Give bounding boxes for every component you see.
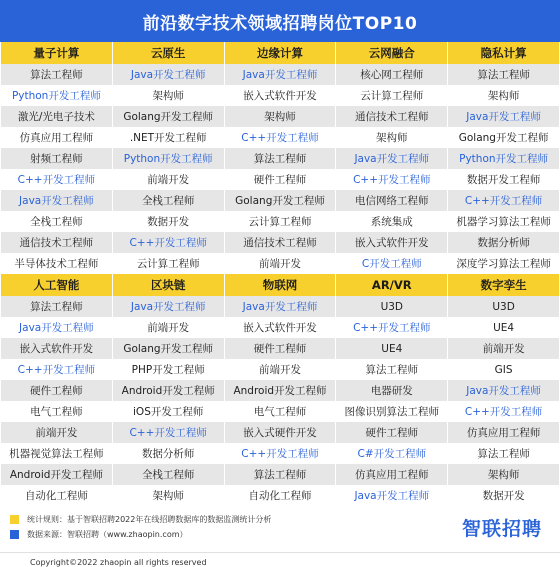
table-row [1, 443, 559, 464]
table-row [1, 359, 559, 380]
table-cell: 前端开发 [1, 422, 112, 443]
table-cell: 通信技术工程师 [1, 232, 112, 253]
table-cell: Python开发工程师 [1, 85, 112, 106]
table-cell: 机器学习算法工程师 [448, 211, 559, 232]
table-cell: 架构师 [448, 85, 559, 106]
table-cell: Android开发工程师 [225, 380, 336, 401]
table-cell: Java开发工程师 [225, 296, 336, 317]
table-row [1, 422, 559, 443]
table-cell: Java开发工程师 [1, 317, 112, 338]
table-cell: 算法工程师 [225, 464, 336, 485]
table-cell: 算法工程师 [225, 148, 336, 169]
table-cell: 数据分析师 [113, 443, 224, 464]
table-row [1, 296, 559, 317]
table-cell: Java开发工程师 [448, 380, 559, 401]
table-cell: 硬件工程师 [225, 338, 336, 359]
table-cell: C开发工程师 [336, 253, 447, 274]
notes-area [0, 506, 560, 550]
table-cell: 算法工程师 [448, 443, 559, 464]
table-cell: iOS开发工程师 [113, 401, 224, 422]
column-header: 物联网 [225, 274, 336, 296]
table-cell: 电气工程师 [225, 401, 336, 422]
table-cell: C++开发工程师 [336, 169, 447, 190]
table-cell: U3D [336, 296, 447, 317]
table-cell: 算法工程师 [1, 296, 112, 317]
table-cell: C++开发工程师 [1, 169, 112, 190]
table-cell: C++开发工程师 [448, 401, 559, 422]
table-cell: U3D [448, 296, 559, 317]
table-cell: 算法工程师 [1, 64, 112, 85]
table-cell: 前端开发 [448, 338, 559, 359]
column-header: 边缘计算 [225, 42, 336, 64]
table-cell: 电气工程师 [1, 401, 112, 422]
table-cell: 架构师 [225, 106, 336, 127]
table-cell: 数据开发 [113, 211, 224, 232]
column-header: 区块链 [113, 274, 224, 296]
table-cell: 云计算工程师 [225, 211, 336, 232]
table-cell: 前端开发 [113, 169, 224, 190]
table-cell: GIS [448, 359, 559, 380]
table-cell: C++开发工程师 [336, 317, 447, 338]
table-cell: C++开发工程师 [113, 232, 224, 253]
ranking-table [0, 42, 560, 506]
column-header: 隐私计算 [448, 42, 559, 64]
table-cell: 架构师 [113, 85, 224, 106]
table-cell: 通信技术工程师 [336, 106, 447, 127]
zhaopin-logo: 智联招聘 [461, 518, 542, 540]
table-cell: 数据分析师 [448, 232, 559, 253]
column-header: 云原生 [113, 42, 224, 64]
copyright: Copyright©2022 zhaopin all rights reserved [0, 552, 560, 567]
table-cell: Android开发工程师 [113, 380, 224, 401]
table-cell: 架构师 [113, 485, 224, 506]
table-cell: 嵌入式软件开发 [336, 232, 447, 253]
table-cell: 硬件工程师 [336, 422, 447, 443]
table-cell: 前端开发 [113, 317, 224, 338]
table-cell: 嵌入式硬件开发 [225, 422, 336, 443]
table-cell: 机器视觉算法工程师 [1, 443, 112, 464]
table-cell: Java开发工程师 [1, 190, 112, 211]
table-cell: 自动化工程师 [1, 485, 112, 506]
table-cell: 架构师 [336, 127, 447, 148]
table-row [1, 401, 559, 422]
table-cell: Java开发工程师 [113, 296, 224, 317]
table-cell: C++开发工程师 [225, 443, 336, 464]
note-text: 统计规则：基于智联招聘2022年在线招聘数据库的数据监测统计分析 [27, 515, 272, 524]
table-cell: 通信技术工程师 [225, 232, 336, 253]
table-cell: 云计算工程师 [113, 253, 224, 274]
header-row [1, 42, 559, 64]
table-cell: 前端开发 [225, 253, 336, 274]
column-header: 人工智能 [1, 274, 112, 296]
table-cell: Golang开发工程师 [225, 190, 336, 211]
table-cell: 数据开发工程师 [448, 169, 559, 190]
table-cell: 嵌入式软件开发 [1, 338, 112, 359]
table-cell: 数据开发 [448, 485, 559, 506]
table-cell: Golang开发工程师 [113, 338, 224, 359]
table-cell: 全栈工程师 [113, 190, 224, 211]
table-cell: 架构师 [448, 464, 559, 485]
table-row [1, 85, 559, 106]
table-row [1, 464, 559, 485]
table-cell: Java开发工程师 [225, 64, 336, 85]
table-cell: 仿真应用工程师 [448, 422, 559, 443]
table-row [1, 127, 559, 148]
table-cell: 全栈工程师 [1, 211, 112, 232]
table-cell: 全栈工程师 [113, 464, 224, 485]
table-cell: 硬件工程师 [225, 169, 336, 190]
table-cell: 硬件工程师 [1, 380, 112, 401]
table-cell: Java开发工程师 [113, 64, 224, 85]
table-cell: PHP开发工程师 [113, 359, 224, 380]
table-cell: C++开发工程师 [1, 359, 112, 380]
table-cell: 算法工程师 [336, 359, 447, 380]
table-cell: Java开发工程师 [336, 148, 447, 169]
table-cell: 前端开发 [225, 359, 336, 380]
blue-square-icon [10, 530, 19, 539]
table-cell: 电器研发 [336, 380, 447, 401]
table-row [1, 253, 559, 274]
table-cell: 嵌入式软件开发 [225, 85, 336, 106]
table-cell: 电信网络工程师 [336, 190, 447, 211]
table-cell: Python开发工程师 [448, 148, 559, 169]
header-row [1, 274, 559, 296]
page-title: 前沿数字技术领域招聘岗位TOP10 [0, 0, 560, 42]
table-cell: 仿真应用工程师 [1, 127, 112, 148]
table-cell: 仿真应用工程师 [336, 464, 447, 485]
table-row [1, 317, 559, 338]
table-row [1, 380, 559, 401]
table-row [1, 338, 559, 359]
table-row [1, 106, 559, 127]
table-cell: 云计算工程师 [336, 85, 447, 106]
table-row [1, 148, 559, 169]
table-cell: Python开发工程师 [113, 148, 224, 169]
table-row [1, 211, 559, 232]
column-header: 数字孪生 [448, 274, 559, 296]
table-cell: .NET开发工程师 [113, 127, 224, 148]
table-cell: UE4 [448, 317, 559, 338]
column-header: 云网融合 [336, 42, 447, 64]
table-cell: C++开发工程师 [113, 422, 224, 443]
table-row [1, 485, 559, 506]
table-row [1, 64, 559, 85]
table-cell: 激光/光电子技术 [1, 106, 112, 127]
table-row [1, 190, 559, 211]
table-cell: 射频工程师 [1, 148, 112, 169]
table-cell: C#开发工程师 [336, 443, 447, 464]
table-cell: 图像识别算法工程师 [336, 401, 447, 422]
table-cell: 算法工程师 [448, 64, 559, 85]
table-cell: C++开发工程师 [225, 127, 336, 148]
table-cell: 深度学习算法工程师 [448, 253, 559, 274]
table-row [1, 169, 559, 190]
table-row [1, 232, 559, 253]
table-cell: Java开发工程师 [448, 106, 559, 127]
table-cell: Golang开发工程师 [113, 106, 224, 127]
column-header: 量子计算 [1, 42, 112, 64]
table-cell: 半导体技术工程师 [1, 253, 112, 274]
table-cell: 系统集成 [336, 211, 447, 232]
table-cell: 自动化工程师 [225, 485, 336, 506]
yellow-square-icon [10, 515, 19, 524]
table-cell: 核心网工程师 [336, 64, 447, 85]
table-cell: C++开发工程师 [448, 190, 559, 211]
note-text: 数据来源：智联招聘（www.zhaopin.com） [27, 530, 188, 539]
column-header: AR/VR [336, 274, 447, 296]
table-cell: Android开发工程师 [1, 464, 112, 485]
table-cell: Golang开发工程师 [448, 127, 559, 148]
table-cell: UE4 [336, 338, 447, 359]
table-cell: 嵌入式软件开发 [225, 317, 336, 338]
table-cell: Java开发工程师 [336, 485, 447, 506]
